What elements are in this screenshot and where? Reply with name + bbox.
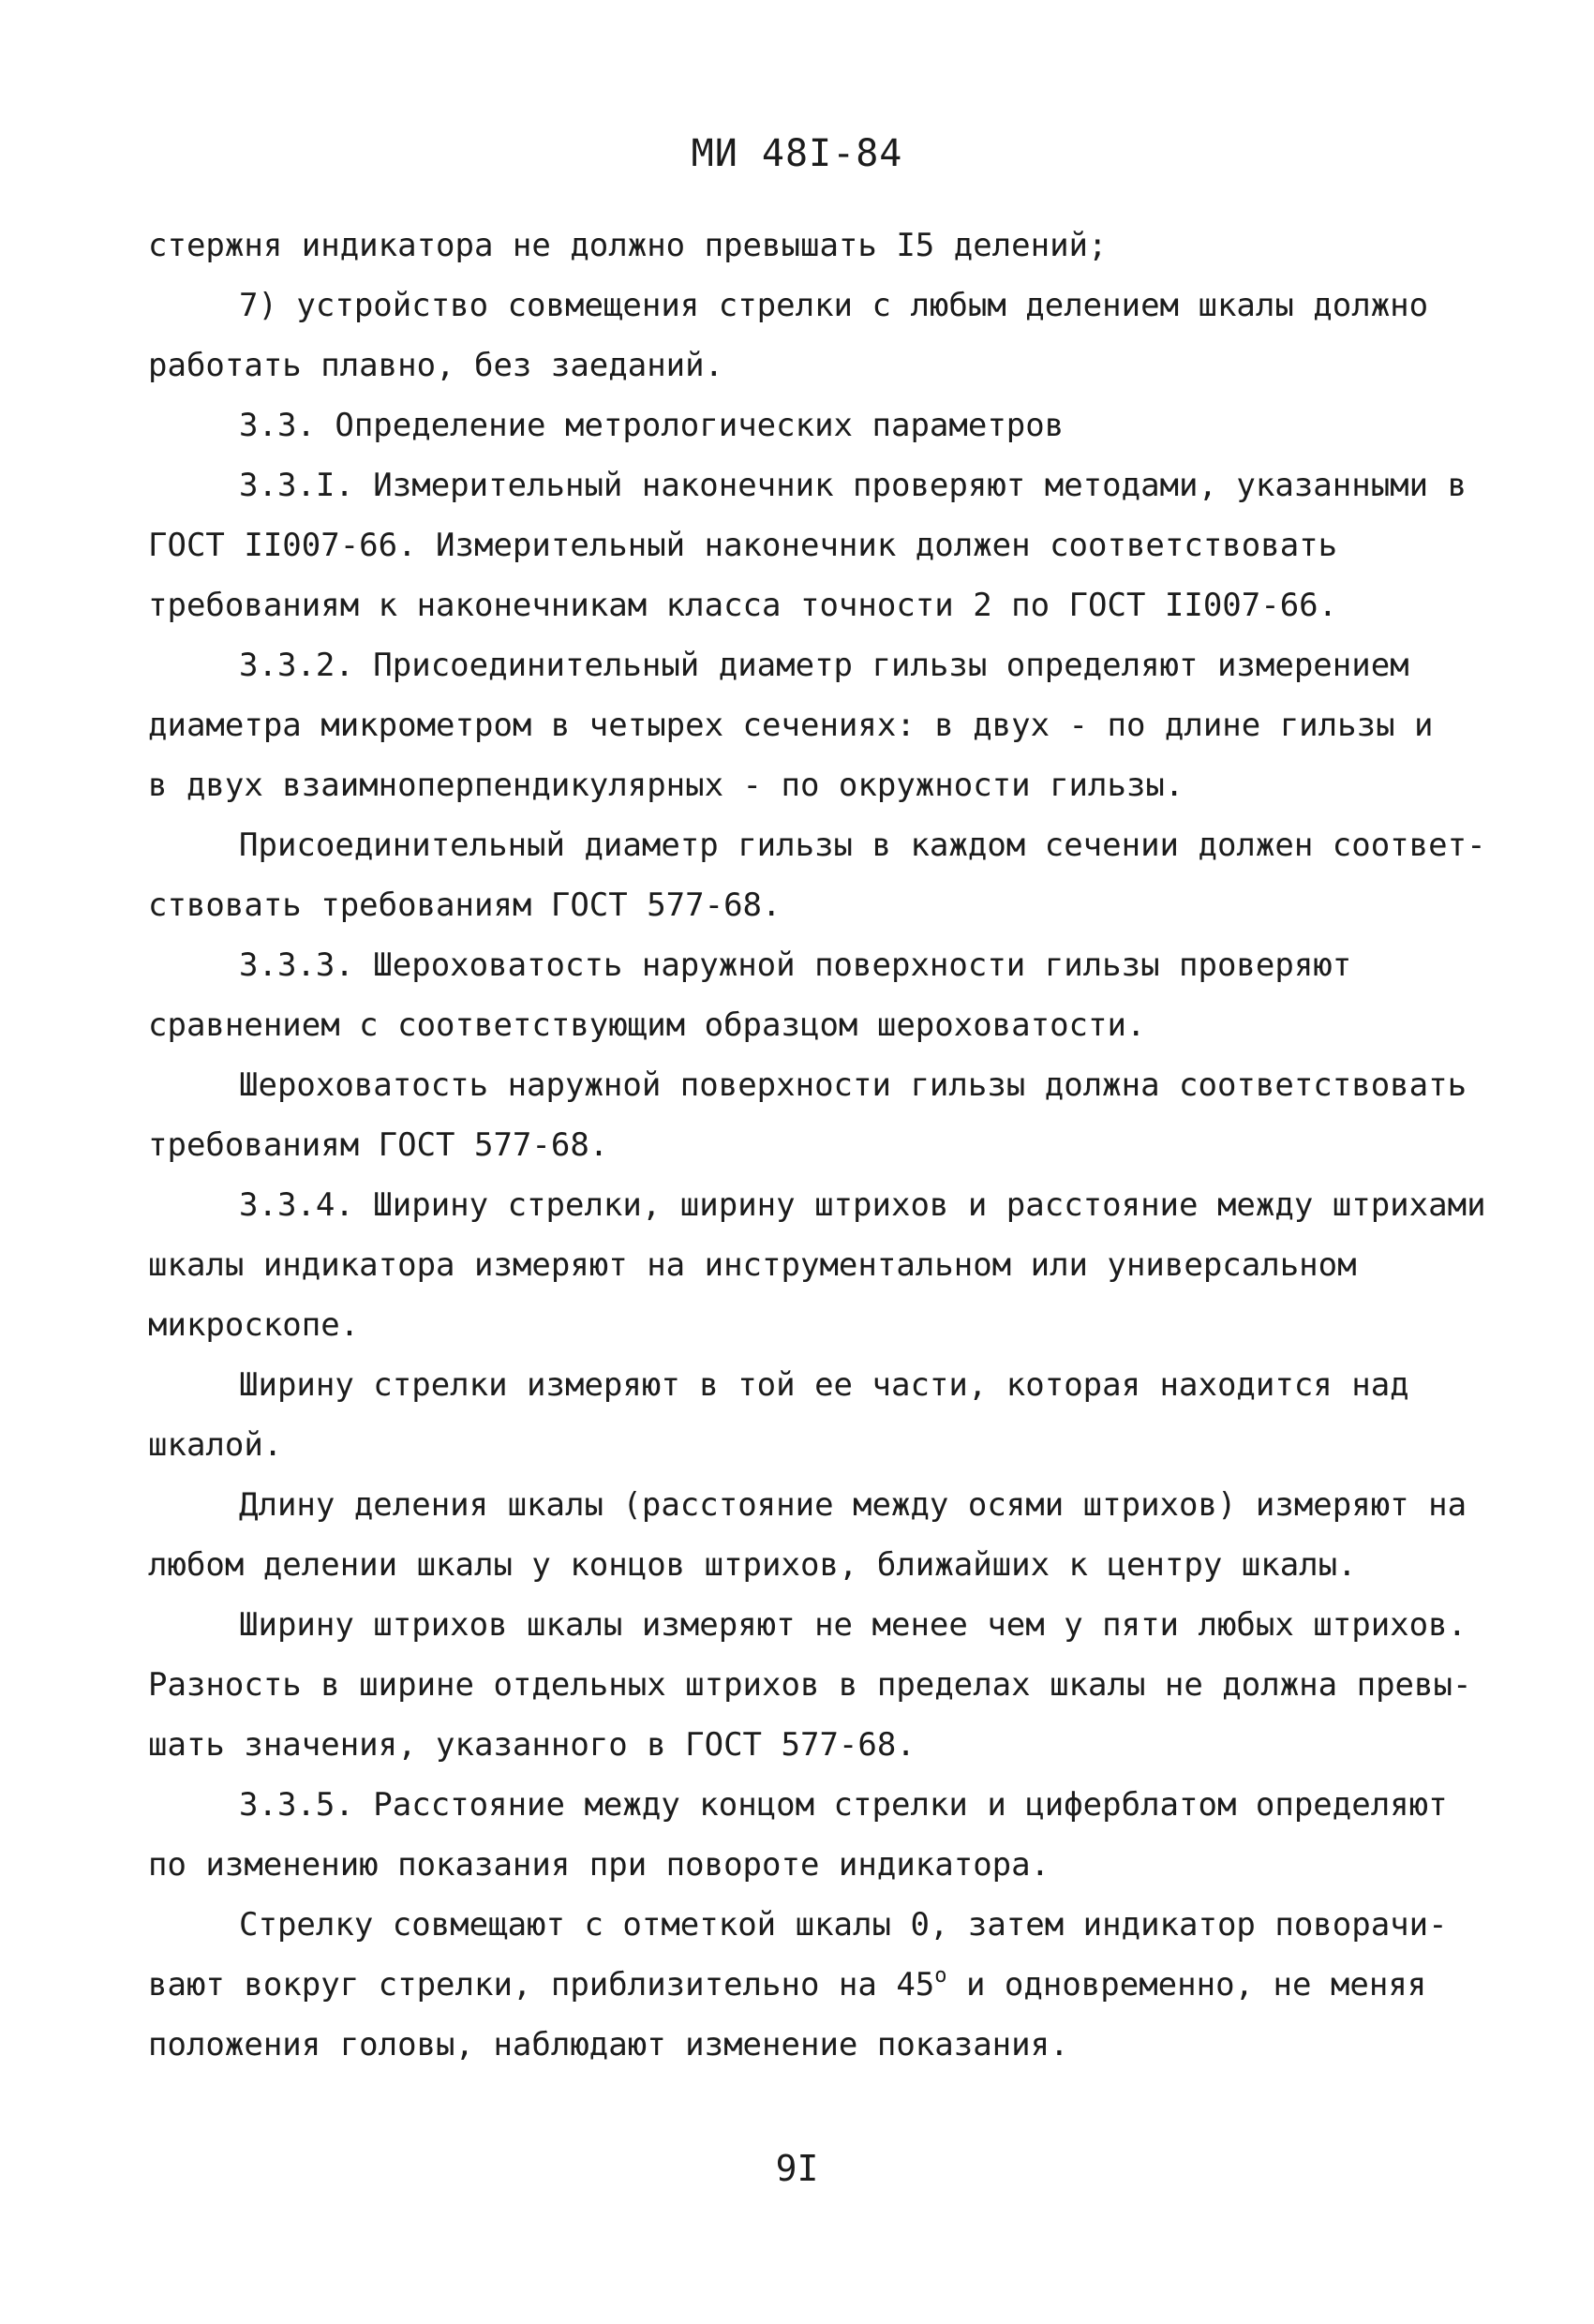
- body-text: [148, 216, 1486, 2075]
- text-line: 3.3.2. Присоединительный диаметр гильзы определяют измерением: [239, 647, 1409, 684]
- text-line: 3.3.4. Ширину стрелки, ширину штрихов и расстояние между штрихами: [239, 1186, 1486, 1224]
- text-line: шать значения, указанного в ГОСТ 577-68.: [148, 1726, 916, 1764]
- text-segment: вают вокруг стрелки, приблизительно на 45: [148, 1966, 935, 2004]
- degree-superscript: o: [934, 1964, 947, 1988]
- text-line: [148, 1955, 1479, 2015]
- text-line: шкалой.: [148, 1426, 283, 1464]
- text-line: Разность в ширине отдельных штрихов в пределах шкалы не должна превы-: [148, 1666, 1472, 1704]
- text-line: Длину деления шкалы (расстояние между осями штрихов) измеряют на: [239, 1486, 1467, 1524]
- text-line: Ширину штрихов шкалы измеряют не менее чем у пяти любых штрихов.: [239, 1606, 1467, 1644]
- text-line: требованиям ГОСТ 577-68.: [148, 1126, 609, 1164]
- text-line: 3.3.3. Шероховатость наружной поверхности гильзы проверяют: [239, 946, 1352, 984]
- text-line: работать плавно, без заеданий.: [148, 347, 724, 384]
- text-line: диаметра микрометром в четырех сечениях: в двух - по длине гильзы и: [148, 707, 1434, 744]
- text-line: шкалы индикатора измеряют на инструментальном или универсальном: [148, 1246, 1357, 1284]
- text-line: микроскопе.: [148, 1306, 360, 1344]
- text-line: Шероховатость наружной поверхности гильзы должна соответствовать: [239, 1066, 1467, 1104]
- page-header: [0, 131, 1594, 176]
- text-line: в двух взаимноперпендикулярных - по окружности гильзы.: [148, 767, 1184, 804]
- text-line: 3.3.I. Измерительный наконечник проверяют методами, указанными в: [239, 467, 1467, 504]
- text-line: 7) устройство совмещения стрелки с любым делением шкалы должно: [239, 287, 1429, 324]
- text-line: 3.3.5. Расстояние между концом стрелки и циферблатом определяют: [239, 1786, 1448, 1824]
- text-line: Присоединительный диаметр гильзы в каждом сечении должен соответ-: [239, 827, 1486, 864]
- page-number: [0, 2146, 1594, 2191]
- text-line: ствовать требованиям ГОСТ 577-68.: [148, 886, 782, 924]
- text-segment: и одновременно, не меняя: [946, 1966, 1427, 2004]
- text-line: Стрелку совмещают с отметкой шкалы 0, затем индикатор поворачи-: [239, 1906, 1448, 1944]
- section-heading: 3.3. Определение метрологических параметров: [239, 407, 1065, 444]
- text-line: Ширину стрелки измеряют в той ее части, которая находится над: [239, 1366, 1409, 1404]
- text-line: любом делении шкалы у концов штрихов, ближайших к центру шкалы.: [148, 1546, 1357, 1584]
- text-line: по изменению показания при повороте индикатора.: [148, 1846, 1050, 1884]
- text-line: сравнением с соответствующим образцом шероховатости.: [148, 1006, 1146, 1044]
- text-line: требованиям к наконечникам класса точности 2 по ГОСТ II007-66.: [148, 587, 1338, 624]
- page-number-value: 9I: [775, 2148, 819, 2189]
- text-line: ГОСТ II007-66. Измерительный наконечник должен соответствовать: [148, 527, 1338, 564]
- text-line: стержня индикатора не должно превышать I5 делений;: [148, 227, 1108, 264]
- text-line: положения головы, наблюдают изменение показания.: [148, 2026, 1069, 2063]
- document-code: МИ 48I-84: [691, 132, 903, 175]
